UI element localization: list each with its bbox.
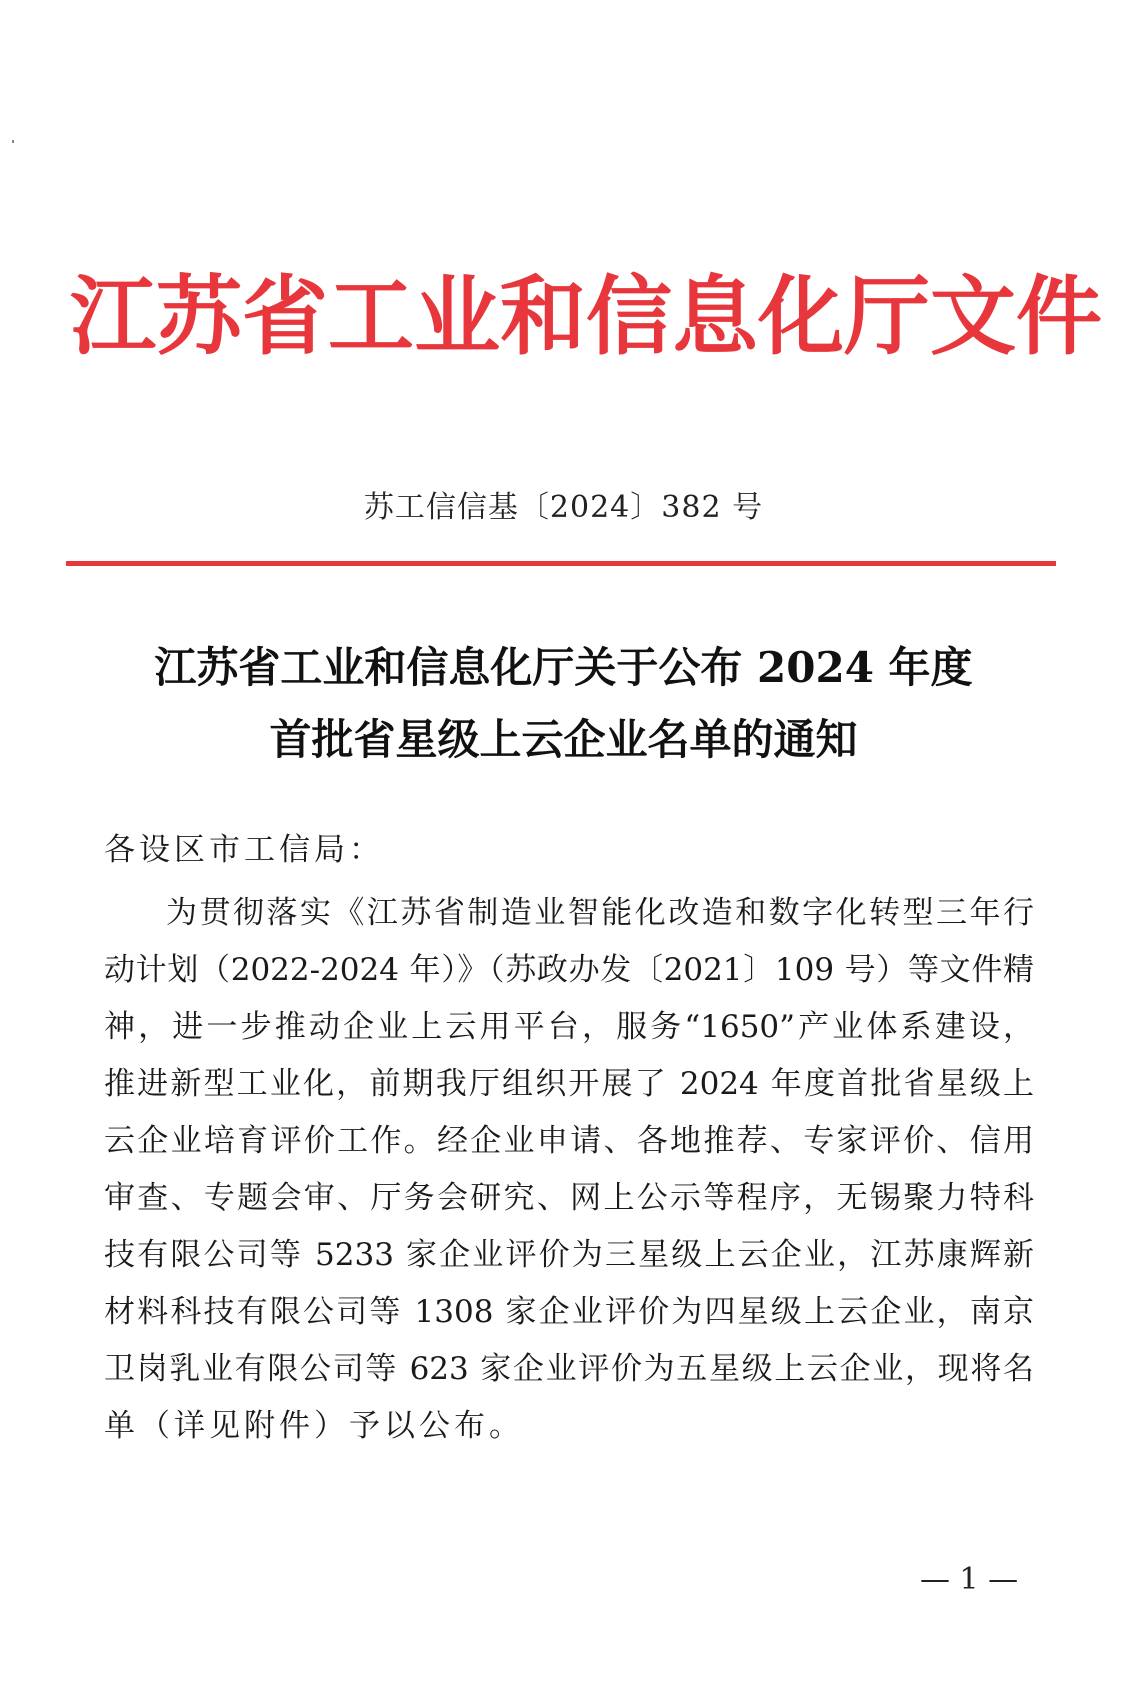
salutation: 各设区市工信局： xyxy=(104,832,384,868)
body-line: 推进新型工业化，前期我厅组织开展了 2024 年度首批省星级上 xyxy=(104,1066,1034,1102)
body-line: 动计划（2022-2024 年）》（苏政办发〔2021〕109 号）等文件精 xyxy=(104,952,1034,988)
body-line: 为贯彻落实《江苏省制造业智能化改造和数字化转型三年行 xyxy=(166,895,1034,931)
notice-title xyxy=(0,632,1127,776)
red-divider-line xyxy=(66,561,1056,566)
page-number: — 1 — xyxy=(920,1562,1019,1597)
scan-speck xyxy=(12,140,14,143)
body-line: 云企业培育评价工作。经企业申请、各地推荐、专家评价、信用 xyxy=(104,1123,1034,1159)
document-number: 苏工信信基〔2024〕382 号 xyxy=(363,490,764,525)
notice-title-line-1: 江苏省工业和信息化厅关于公布 2024 年度 xyxy=(154,643,973,692)
body-paragraph xyxy=(104,885,1034,1455)
body-line: 单（详见附件）予以公布。 xyxy=(104,1408,524,1444)
body-line: 卫岗乳业有限公司等 623 家企业评价为五星级上云企业，现将名 xyxy=(104,1351,1034,1387)
body-line: 技有限公司等 5233 家企业评价为三星级上云企业，江苏康辉新 xyxy=(104,1237,1034,1273)
body-line: 神，进一步推动企业上云用平台，服务“1650”产业体系建设， xyxy=(104,1009,1034,1045)
notice-title-line-2: 首批省星级上云企业名单的通知 xyxy=(269,715,858,764)
red-header-title: 江苏省工业和信息化厅文件 xyxy=(70,267,1102,367)
body-line: 材料科技有限公司等 1308 家企业评价为四星级上云企业，南京 xyxy=(104,1294,1034,1330)
body-line: 审查、专题会审、厅务会研究、网上公示等程序，无锡聚力特科 xyxy=(104,1180,1034,1216)
